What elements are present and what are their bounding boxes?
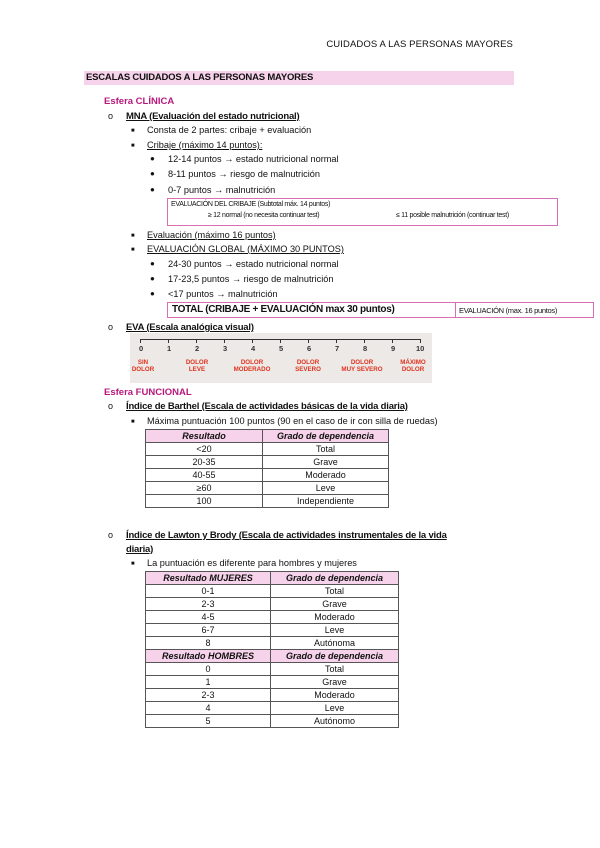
table-cell: 1 [146, 676, 271, 689]
table-cell: <20 [146, 443, 263, 456]
global-item: 24-30 puntos → estado nutricional normal [168, 259, 339, 269]
eva-tick [252, 339, 253, 343]
table-cell: Autónoma [271, 637, 399, 650]
square-bullet-icon: ■ [131, 419, 135, 425]
table-header: Grado de dependencia [271, 572, 399, 585]
cribaje-box-left: ≥ 12 normal (no necesita continuar test) [208, 212, 320, 219]
table-cell: Independiente [263, 495, 389, 508]
lawton-title-cont: diaria) [126, 544, 154, 555]
circle-bullet-icon: o [108, 401, 114, 411]
table-row [146, 611, 399, 624]
table-cell: 0 [146, 663, 271, 676]
circle-bullet-icon: o [108, 530, 114, 540]
circle-bullet-icon: o [108, 111, 114, 121]
table-cell: Total [263, 443, 389, 456]
cribaje-item: 0-7 puntos → malnutrición [168, 185, 276, 195]
table-row [146, 637, 399, 650]
table-row [146, 676, 399, 689]
eva-number: 2 [195, 344, 200, 353]
table-cell: 100 [146, 495, 263, 508]
dot-bullet-icon: ● [150, 289, 155, 298]
dot-bullet-icon: ● [150, 154, 155, 163]
table-cell: ≥60 [146, 482, 263, 495]
lawton-title: Índice de Lawton y Brody (Escala de actividades instrumentales de la vida [126, 530, 447, 541]
eva-number: 10 [416, 344, 425, 353]
eva-label: MÁXIMO DOLOR [400, 359, 426, 373]
table-cell: 2-3 [146, 598, 271, 611]
eva-number: 7 [335, 344, 340, 353]
eva-number: 9 [391, 344, 396, 353]
global-item: <17 puntos → malnutrición [168, 289, 278, 299]
table-cell: Leve [271, 702, 399, 715]
table-header: Resultado [146, 430, 263, 443]
eva-tick [196, 339, 197, 343]
barthel-table [145, 429, 389, 508]
clinica-heading: Esfera CLÍNICA [104, 96, 175, 107]
eva-number: 1 [167, 344, 172, 353]
table-cell: 4 [146, 702, 271, 715]
section-title: ESCALAS CUIDADOS A LAS PERSONAS MAYORES [86, 72, 314, 83]
total-box [167, 302, 594, 318]
eva-number: 8 [363, 344, 368, 353]
cribaje-box-title: EVALUACIÓN DEL CRIBAJE (Subtotal máx. 14 puntos) [171, 201, 331, 208]
eva-tick [336, 339, 337, 343]
table-cell: 4-5 [146, 611, 271, 624]
mna-parts: Consta de 2 partes: cribaje + evaluación [147, 125, 312, 135]
table-row [146, 469, 389, 482]
table-cell: 6-7 [146, 624, 271, 637]
eva-label: DOLOR LEVE [185, 359, 209, 373]
page-header: CUIDADOS A LAS PERSONAS MAYORES [326, 39, 513, 50]
eva-title: EVA (Escala analógica visual) [126, 322, 254, 333]
table-cell: Grave [271, 598, 399, 611]
table-row [146, 689, 399, 702]
eva-tick [364, 339, 365, 343]
eva-label: SIN DOLOR [131, 359, 155, 373]
global-item: 17-23,5 puntos → riesgo de malnutrición [168, 274, 334, 284]
table-cell: Total [271, 663, 399, 676]
table-row [146, 443, 389, 456]
lawton-note: La puntuación es diferente para hombres y mujeres [147, 558, 357, 568]
table-cell: 2-3 [146, 689, 271, 702]
table-cell: 5 [146, 715, 271, 728]
table-row [146, 598, 399, 611]
table-cell: Moderado [271, 689, 399, 702]
eva-tick [308, 339, 309, 343]
eva-tick [168, 339, 169, 343]
eva-tick [224, 339, 225, 343]
cribaje-item: 8-11 puntos → riesgo de malnutrición [168, 169, 321, 179]
eva-label: DOLOR SEVERO [295, 359, 321, 373]
evaluacion-title: Evaluación (máximo 16 puntos) [147, 230, 276, 240]
table-row [146, 482, 389, 495]
funcional-heading: Esfera FUNCIONAL [104, 387, 192, 398]
table-cell: Grave [263, 456, 389, 469]
table-header: Resultado HOMBRES [146, 650, 271, 663]
table-cell: Moderado [271, 611, 399, 624]
eva-number: 3 [223, 344, 228, 353]
table-row [146, 702, 399, 715]
eva-tick [280, 339, 281, 343]
table-header: Grado de dependencia [271, 650, 399, 663]
table-cell: 0-1 [146, 585, 271, 598]
dot-bullet-icon: ● [150, 274, 155, 283]
table-row [146, 663, 399, 676]
mna-title: MNA (Evaluación del estado nutricional) [126, 111, 300, 122]
eva-number: 5 [279, 344, 284, 353]
square-bullet-icon: ■ [131, 247, 135, 253]
table-cell: Total [271, 585, 399, 598]
table-cell: 20-35 [146, 456, 263, 469]
square-bullet-icon: ■ [131, 143, 135, 149]
table-header: Grado de dependencia [263, 430, 389, 443]
table-cell: 40-55 [146, 469, 263, 482]
cribaje-title: Cribaje (máximo 14 puntos): [147, 140, 263, 150]
eva-number: 4 [251, 344, 256, 353]
total-box-divider [455, 303, 456, 317]
eva-label: DOLOR MODERADO [233, 359, 271, 373]
table-row [146, 624, 399, 637]
total-box-right: EVALUACIÓN (max. 16 puntos) [459, 306, 558, 315]
table-cell: Leve [263, 482, 389, 495]
section-title-band [84, 71, 514, 85]
eva-tick [140, 339, 141, 343]
table-cell: Moderado [263, 469, 389, 482]
table-header-row [146, 572, 399, 585]
circle-bullet-icon: o [108, 322, 114, 332]
lawton-table [145, 571, 399, 728]
table-header: Resultado MUJERES [146, 572, 271, 585]
eva-number: 0 [139, 344, 144, 353]
eva-number: 6 [307, 344, 312, 353]
table-cell: Grave [271, 676, 399, 689]
table-row [146, 495, 389, 508]
dot-bullet-icon: ● [150, 185, 155, 194]
table-header-row [146, 430, 389, 443]
square-bullet-icon: ■ [131, 561, 135, 567]
barthel-title: Índice de Barthel (Escala de actividades básicas de la vida diaria) [126, 401, 408, 412]
cribaje-box-right: ≤ 11 posible malnutrición (continuar test) [396, 212, 509, 219]
global-title: EVALUACIÓN GLOBAL (MÁXIMO 30 PUNTOS) [147, 244, 344, 254]
eva-tick [420, 339, 421, 343]
table-row [146, 585, 399, 598]
eva-tick [392, 339, 393, 343]
table-row [146, 456, 389, 469]
eva-scale-image [130, 333, 432, 383]
dot-bullet-icon: ● [150, 169, 155, 178]
table-header-row [146, 650, 399, 663]
table-cell: Leve [271, 624, 399, 637]
table-row [146, 715, 399, 728]
barthel-note: Máxima puntuación 100 puntos (90 en el caso de ir con silla de ruedas) [147, 416, 438, 426]
eva-label: DOLOR MUY SEVERO [341, 359, 383, 373]
table-cell: Autónomo [271, 715, 399, 728]
total-box-left: TOTAL (CRIBAJE + EVALUACIÓN max 30 puntos) [172, 304, 395, 315]
cribaje-box [167, 198, 558, 226]
cribaje-item: 12-14 puntos → estado nutricional normal [168, 154, 339, 164]
square-bullet-icon: ■ [131, 128, 135, 134]
square-bullet-icon: ■ [131, 233, 135, 239]
table-cell: 8 [146, 637, 271, 650]
dot-bullet-icon: ● [150, 259, 155, 268]
